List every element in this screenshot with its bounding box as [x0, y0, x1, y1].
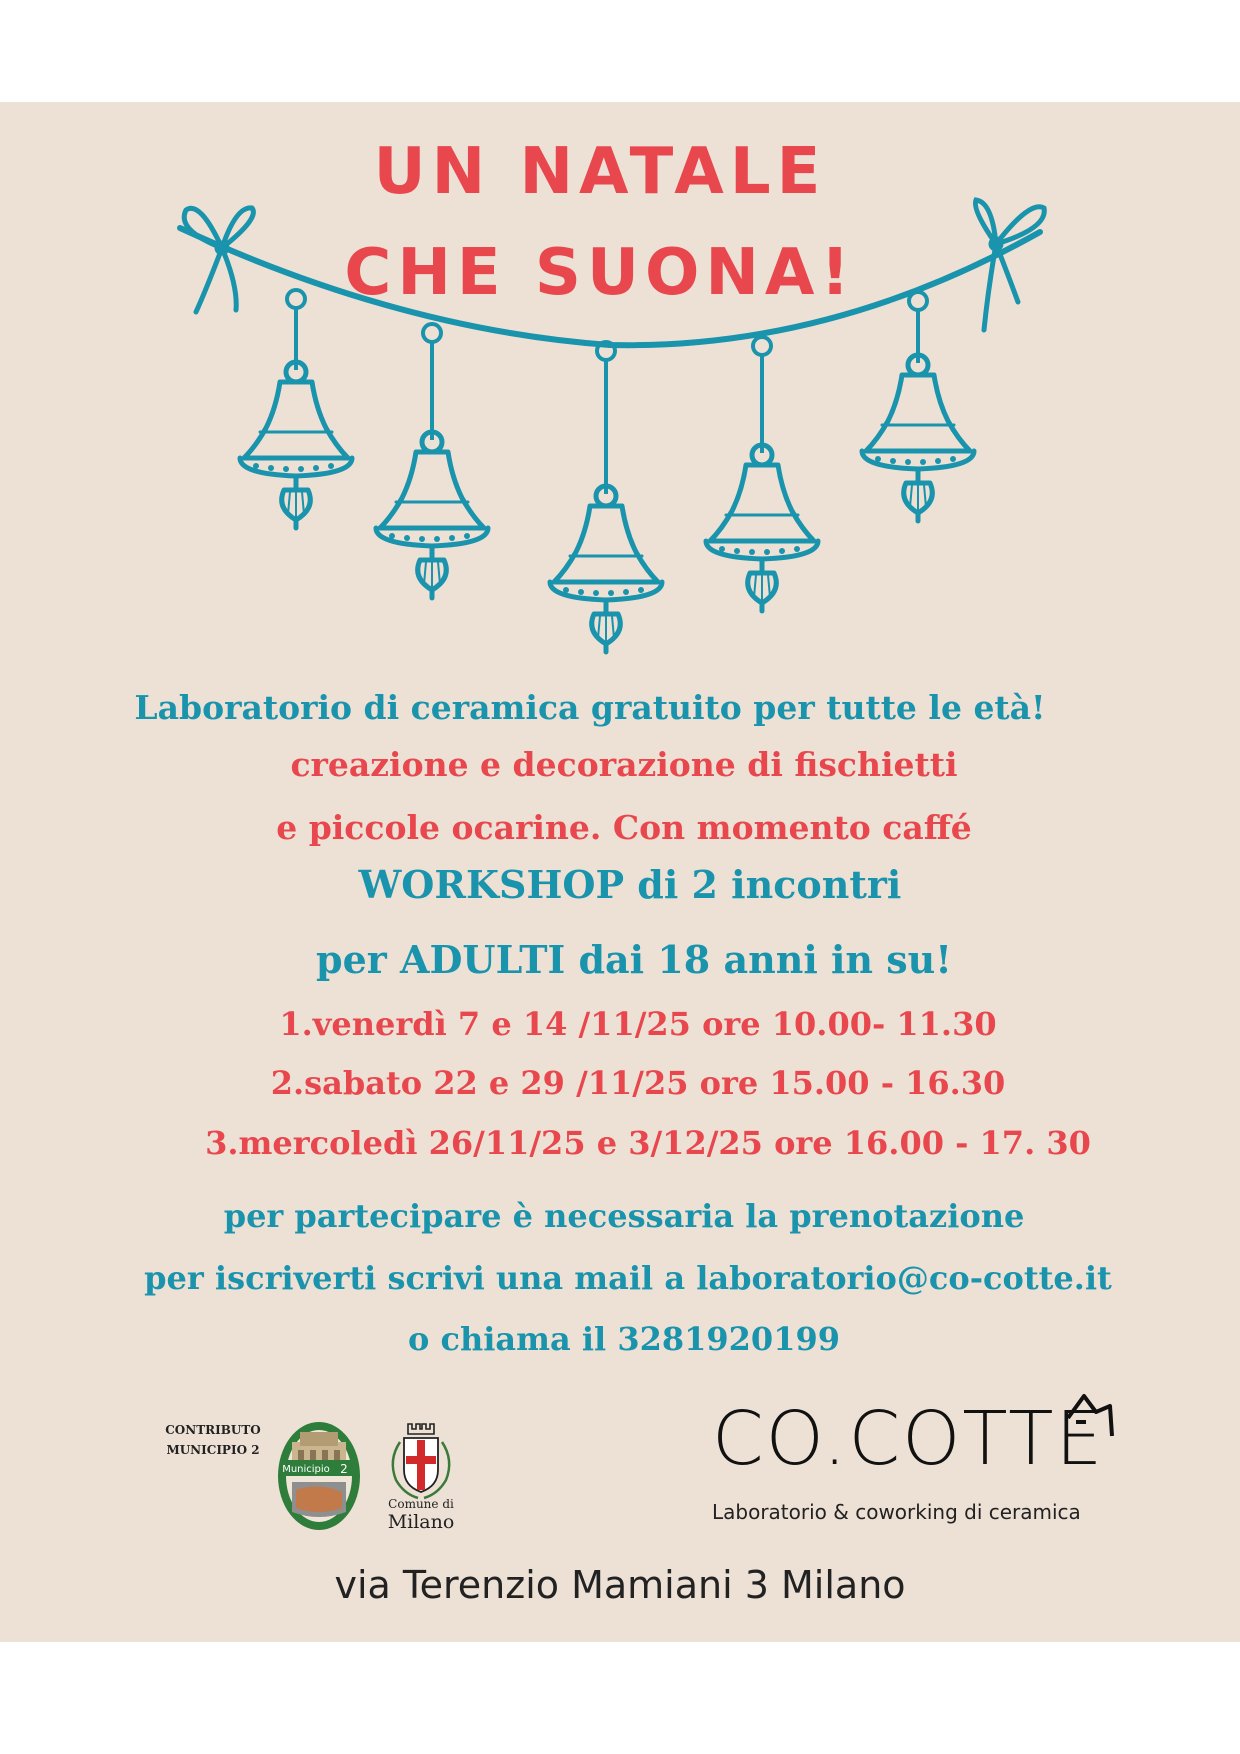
contribution-label-line-2: MUNICIPIO 2: [166, 1443, 260, 1457]
contribution-label-line-1: CONTRIBUTO: [165, 1423, 261, 1437]
description-line-2: e piccole ocarine. Con momento caffé: [276, 808, 972, 847]
cocotte-cat-logo: [712, 1378, 1122, 1478]
municipio-number: 2: [340, 1462, 348, 1476]
municipio-2-emblem: [276, 1420, 362, 1532]
date-item-2: 2.sabato 22 e 29 /11/25 ore 15.00 - 16.30: [270, 1064, 1006, 1102]
comune-small-text: Comune di: [388, 1497, 454, 1511]
municipio-label: Municipio: [282, 1464, 330, 1475]
booking-line-1: per partecipare è necessaria la prenotazione: [223, 1197, 1025, 1235]
address: via Terenzio Mamiani 3 Milano: [334, 1563, 906, 1607]
date-item-1: 1.venerdì 7 e 14 /11/25 ore 10.00- 11.30: [279, 1005, 997, 1043]
date-item-3: 3.mercoledì 26/11/25 e 3/12/25 ore 16.00 - 17. 30: [205, 1124, 1091, 1162]
brand-logo-text: CO.COTTE: [712, 1396, 1105, 1478]
comune-di-milano-text: [382, 1497, 460, 1533]
title-line-2: CHE SUONA!: [344, 236, 856, 310]
bells-garland-illustration: [0, 190, 1240, 690]
description-line-1: creazione e decorazione di fischietti: [290, 745, 958, 784]
comune-big-text: Milano: [387, 1511, 455, 1533]
audience-heading: per ADULTI dai 18 anni in su!: [316, 937, 952, 982]
booking-line-3: o chiama il 3281920199: [408, 1320, 840, 1358]
booking-line-2: per iscriverti scrivi una mail a laboratorio@co-cotte.it: [144, 1259, 1112, 1297]
brand-subtitle: Laboratorio & coworking di ceramica: [712, 1500, 1081, 1524]
title-line-1: UN NATALE: [373, 135, 827, 209]
workshop-heading: WORKSHOP di 2 incontri: [358, 862, 902, 907]
contribution-label: [158, 1420, 268, 1460]
intro-line: Laboratorio di ceramica gratuito per tutte le età!: [134, 688, 1046, 727]
